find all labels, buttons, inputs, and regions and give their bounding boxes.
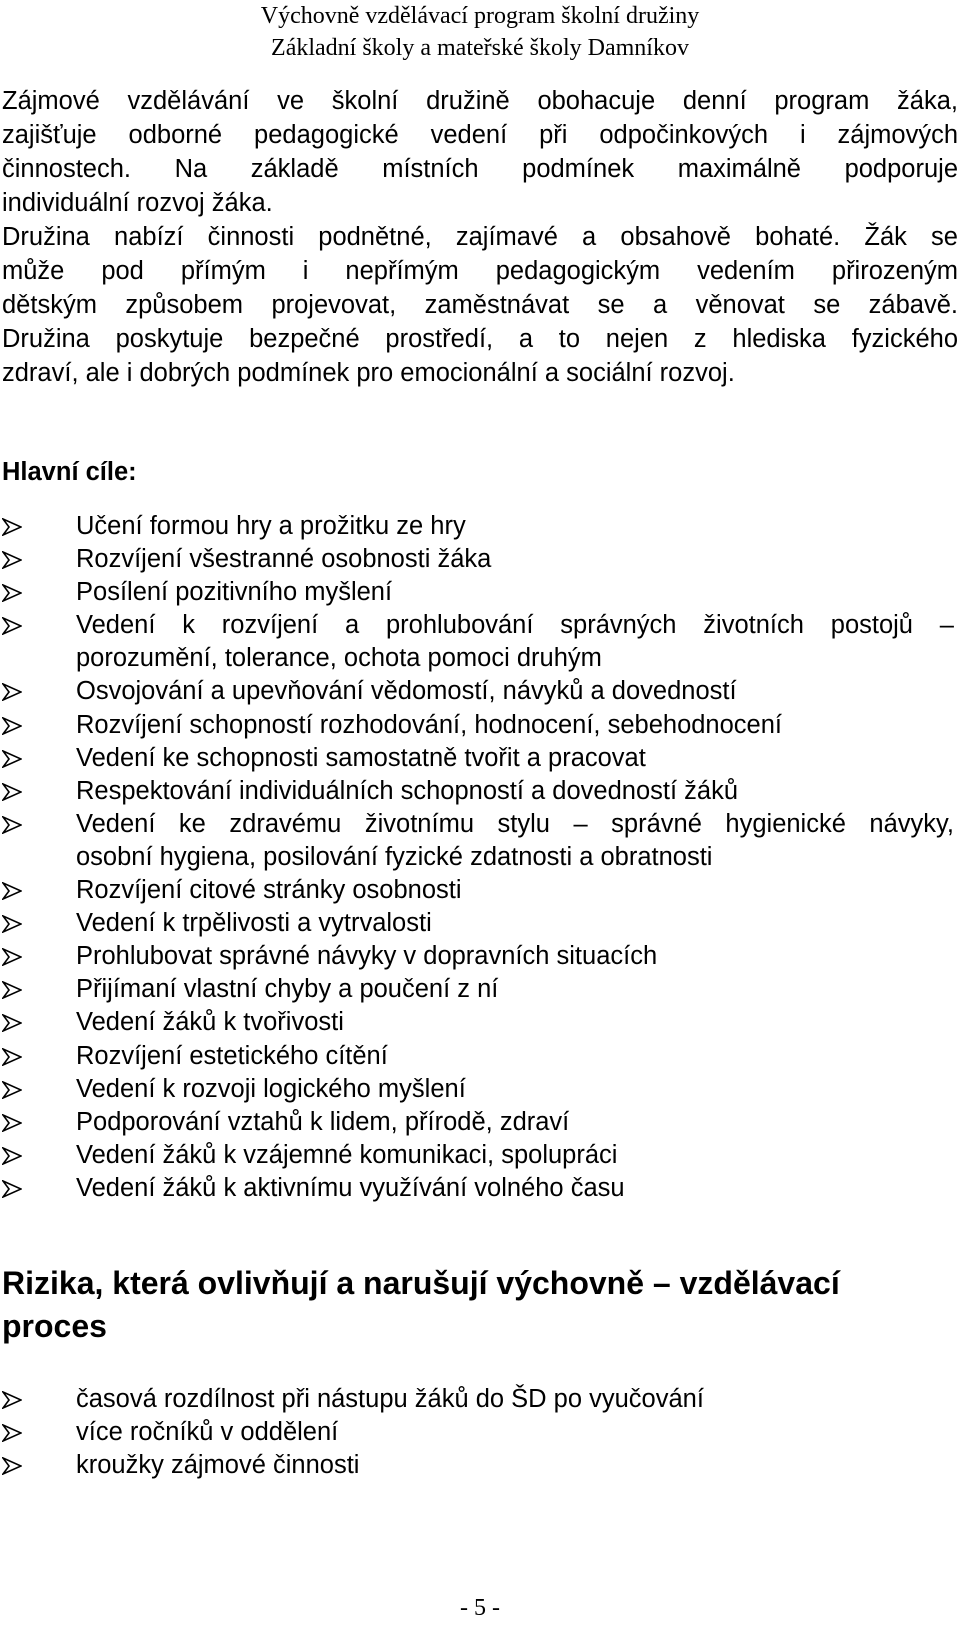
arrowhead-bullet-icon: [2, 717, 22, 735]
goal-item: [2, 973, 954, 1006]
goals-list: [2, 510, 954, 1205]
goal-item: [2, 1006, 954, 1039]
risk-item-text: kroužky zájmové činnosti: [76, 1451, 360, 1480]
arrowhead-bullet-icon: [2, 915, 22, 933]
goal-item-text: Vedení žáků k aktivnímu využívání volného času: [76, 1173, 625, 1202]
goal-item: [2, 576, 954, 609]
arrowhead-bullet-icon: [2, 1457, 22, 1475]
goal-item: [2, 543, 954, 576]
goal-item: [2, 940, 954, 973]
risk-item-text: časová rozdílnost při nástupu žáků do ŠD po vyučování: [76, 1385, 704, 1413]
risk-item: [2, 1383, 954, 1416]
goal-item: [2, 675, 954, 708]
intro-line: činnostech. Na základě místních podmínek maximálně podporuje: [2, 155, 958, 183]
goal-item-text: Učení formou hry a prožitku ze hry: [76, 512, 466, 540]
goal-item-text: Vedení žáků k vzájemné komunikaci, spolupráci: [76, 1140, 618, 1169]
header-school-name: Základní školy a mateřské školy Damníkov: [271, 35, 689, 61]
page-number: - 5 -: [460, 1595, 500, 1621]
arrowhead-bullet-icon: [2, 1424, 22, 1442]
goal-item-text: Osvojování a upevňování vědomostí, návyků a dovedností: [76, 677, 737, 706]
intro-line: zdraví, ale i dobrých podmínek pro emocionální a sociální rozvoj.: [2, 359, 735, 387]
intro-paragraph-1: [2, 84, 958, 220]
goal-item-text: Vedení k trpělivosti a vytrvalosti: [76, 909, 432, 938]
arrowhead-bullet-icon: [2, 617, 22, 635]
goal-item: [2, 1040, 954, 1073]
intro-line: dětským způsobem projevovat, zaměstnávat se a věnovat se zábavě.: [2, 291, 958, 319]
goal-item-text: porozumění, tolerance, ochota pomoci druhým: [76, 644, 602, 673]
header-program-title: Výchovně vzdělávací program školní družiny: [260, 3, 700, 29]
arrowhead-bullet-icon: [2, 683, 22, 701]
goal-item-text: Podporování vztahů k lidem, přírodě, zdraví: [76, 1107, 570, 1136]
goal-item-text: Rozvíjení schopností rozhodování, hodnocení, sebehodnocení: [76, 710, 782, 739]
goal-item-text: Rozvíjení citové stránky osobnosti: [76, 876, 462, 905]
goal-item-text: Přijímaní vlastní chyby a poučení z ní: [76, 975, 499, 1004]
goal-item: [2, 510, 954, 543]
goal-item-text: Vedení k rozvoji logického myšlení: [76, 1074, 466, 1103]
goal-item-text: Rozvíjení všestranné osobnosti žáka: [76, 545, 492, 574]
goal-item-text: Vedení k rozvíjení a prohlubování správných životních postojů –: [76, 611, 954, 640]
risk-item: [2, 1449, 954, 1482]
intro-section: [2, 84, 958, 390]
page-header: [0, 0, 960, 64]
arrowhead-bullet-icon: [2, 1391, 22, 1409]
risk-item: [2, 1416, 954, 1449]
goal-item-text: Posílení pozitivního myšlení: [76, 578, 393, 607]
arrowhead-bullet-icon: [2, 816, 22, 834]
intro-paragraph-2: [2, 220, 958, 390]
arrowhead-bullet-icon: [2, 1081, 22, 1099]
goal-item: [2, 874, 954, 907]
goal-item: [2, 808, 954, 874]
intro-line: zajišťuje odborné pedagogické vedení při odpočinkových i zájmových: [2, 121, 958, 149]
arrowhead-bullet-icon: [2, 981, 22, 999]
goal-item-text: Vedení ke zdravému životnímu stylu – správné hygienické návyky,: [76, 809, 954, 838]
arrowhead-bullet-icon: [2, 783, 22, 801]
arrowhead-bullet-icon: [2, 750, 22, 768]
intro-line: individuální rozvoj žáka.: [2, 189, 273, 217]
goal-item: [2, 609, 954, 675]
goal-item: [2, 907, 954, 940]
arrowhead-bullet-icon: [2, 551, 22, 569]
risks-heading: Rizika, která ovlivňují a narušují výchovně – vzdělávací proces: [2, 1265, 840, 1344]
intro-line: Družina poskytuje bezpečné prostředí, a to nejen z hlediska fyzického: [2, 325, 958, 353]
arrowhead-bullet-icon: [2, 584, 22, 602]
arrowhead-bullet-icon: [2, 1180, 22, 1198]
arrowhead-bullet-icon: [2, 882, 22, 900]
goal-item-text: Vedení ke schopnosti samostatně tvořit a pracovat: [76, 743, 646, 772]
intro-line: může pod přímým i nepřímým pedagogickým vedením přirozeným: [2, 257, 958, 285]
arrowhead-bullet-icon: [2, 1048, 22, 1066]
goal-item-text: Respektování individuálních schopností a dovedností žáků: [76, 776, 739, 805]
goal-item: [2, 1172, 954, 1205]
arrowhead-bullet-icon: [2, 1147, 22, 1165]
intro-line: Družina nabízí činnosti podnětné, zajímavé a obsahově bohaté. Žák se: [2, 223, 958, 251]
risk-item-text: více ročníků v oddělení: [76, 1418, 339, 1447]
goal-item-text: Prohlubovat správné návyky v dopravních situacích: [76, 942, 658, 971]
goal-item: [2, 742, 954, 775]
arrowhead-bullet-icon: [2, 518, 22, 536]
arrowhead-bullet-icon: [2, 1014, 22, 1032]
goal-item: [2, 1106, 954, 1139]
goals-heading: Hlavní cíle:: [2, 458, 137, 486]
arrowhead-bullet-icon: [2, 1114, 22, 1132]
goal-item-text: Rozvíjení estetického cítění: [76, 1041, 388, 1070]
goal-item: [2, 1073, 954, 1106]
risks-list: [2, 1383, 954, 1482]
intro-line: Zájmové vzdělávání ve školní družině obohacuje denní program žáka,: [2, 87, 958, 115]
arrowhead-bullet-icon: [2, 948, 22, 966]
goal-item: [2, 775, 954, 808]
goal-item: [2, 709, 954, 742]
goal-item-text: osobní hygiena, posilování fyzické zdatnosti a obratnosti: [76, 842, 713, 871]
goal-item: [2, 1139, 954, 1172]
goal-item-text: Vedení žáků k tvořivosti: [76, 1008, 344, 1037]
